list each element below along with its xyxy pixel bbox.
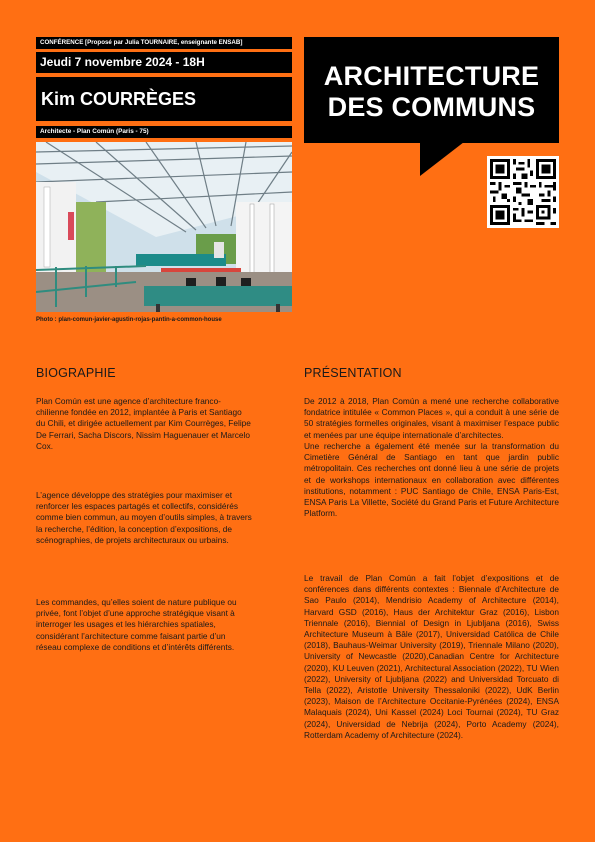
biography-paragraph: Les commandes, qu’elles soient de nature publique ou privée, font l’objet d’une approche stratégique visant à interroger les usages et les hiérarchies spatiales, considérant l’architecture comme faisant partie d’un réseau complexe de conditions et d’intérêts différents. (36, 597, 237, 652)
presentation-paragraph: Une recherche a également été menée sur la transformation du Cimetière Général de Santiago en tant que jardin public métropolitain. Ces recherches ont donné lieu à une série de projets et de workshops internationaux en collaboration avec différentes institutions, notamment : PUC Santiago de Chile, ENSA Paris-Est, ENSA Paris La Villette, Société du Grand Paris et Future Architecture Platform. (304, 441, 559, 519)
speech-bubble-tail (420, 142, 464, 176)
qr-code-icon[interactable] (487, 156, 559, 228)
speaker-name: Kim COURRÈGES (41, 89, 197, 109)
speaker-affiliation: Architecte - Plan Común (Paris - 75) (40, 128, 149, 135)
event-date: Jeudi 7 novembre 2024 - 18H (40, 55, 205, 69)
presentation-heading: PRÉSENTATION (304, 366, 402, 380)
title-line-2: DES COMMUNS (327, 92, 536, 122)
date-banner (36, 52, 292, 73)
speaker-banner (36, 77, 292, 121)
photo-caption: Photo : plan-comun-javier-agustin-rojas-pantin-a-common-house (36, 317, 222, 323)
conference-banner (36, 37, 292, 49)
affiliation-banner (36, 126, 292, 138)
presentation-paragraph: Le travail de Plan Común a fait l’objet d’expositions et de conférences dans différents contextes : Biennale d’Architecture de Sao Paulo (2014), Mendrisio Academy of Architecture (2014), Harvard GSD (2016), Haus der Architektur Graz (2016), Lisbon Triennale (2016), Biennial of Design in Ljubljana (2016), Swiss Architecture Museum à Bâle (2017), Universidad Católica de Chile (2018), Bauhaus-Weimar University (2019), Triennale Milano (2020), University of Newcastle (2020),Canadian Centre for Architecture (2020), KU Leuven (2021), Architectural Association (2022), TU Wien (2022), University of Ljubljana (2022) and Universidad Torcuato di Tella (2022), Aristotle University Thessaloniki (2022), UdK Berlin (2023), Maison de l’Architecture Occitanie-Pyrénées (2024), ENSA Malaquais (2024), Uni Kassel (2024) Loci Tournai (2024), TU Graz (2024), Universidad de Nebrija (2024), Porto Academy (2024), Rotterdam Academy of Architecture (2024). (304, 573, 559, 740)
biography-paragraph: Plan Común est une agence d’architecture franco-chilienne fondée en 2012, implantée à Paris et Santiago du Chili, et dirigée actuellement par Kim Courrèges, Felipe De Ferrari, Sacha Discors, Nissim Haguenauer et Marcelo Cox. (36, 396, 251, 451)
conference-label: CONFÉRENCE [Proposé par Julia TOURNAIRE, enseignante ENSAB] (40, 39, 243, 46)
title-box (304, 37, 559, 143)
biography-heading: BIOGRAPHIE (36, 366, 116, 380)
biography-paragraph: L’agence développe des stratégies pour maximiser et renforcer les espaces partagés et collectifs, considérés comme bien commun, au moyen d’outils simples, à travers la recherche, l’édition, la conception d’expositions, de scénographies, de projets architecturaux ou urbains. (36, 490, 252, 545)
rooftop-photo (36, 142, 292, 312)
title-line-1: ARCHITECTURE (323, 61, 540, 91)
presentation-paragraph: De 2012 à 2018, Plan Común a mené une recherche collaborative fondatrice intitulée « Common Places », qui a conduit à une série de 50 stratégies formelles originales, visant à maximiser l’espace public et menées par une équipe internationale d’architectes. (304, 396, 559, 440)
